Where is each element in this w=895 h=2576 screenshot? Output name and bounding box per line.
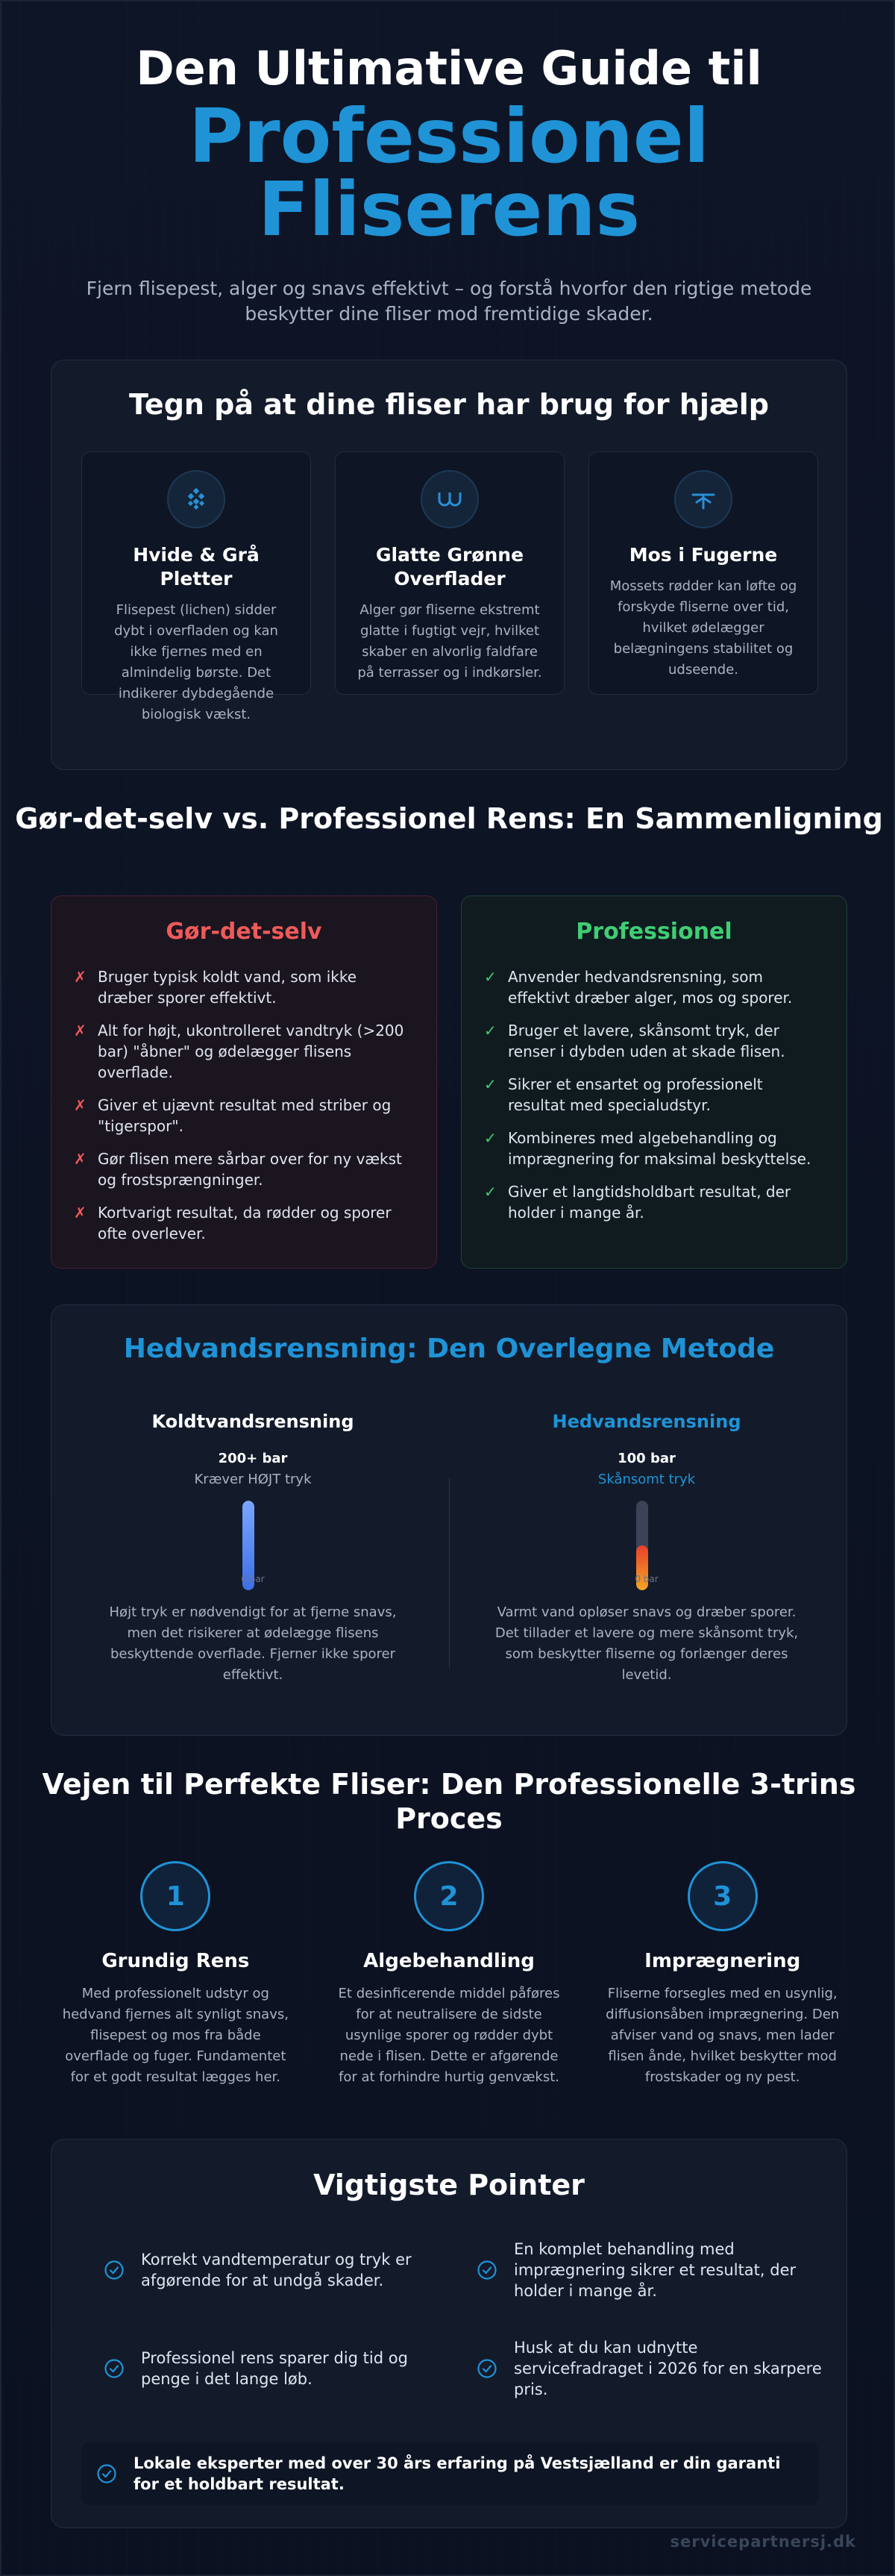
check-icon: ✓ (484, 968, 497, 986)
list-item (484, 1181, 824, 1223)
cross-icon: ✗ (74, 1022, 87, 1040)
comparison-title: Gør-det-selv vs. Professionel Rens: En Sammenligning (15, 802, 883, 835)
sign-card-moss (588, 451, 818, 695)
check-circle-icon (477, 2260, 497, 2280)
key-point-final-text: Lokale eksperter med over 30 års erfaring på Vestsjælland er din garanti for et holdbart resultat. (134, 2454, 781, 2493)
step-title: Algebehandling (363, 1950, 535, 1972)
key-points-title: Vigtigste Pointer (313, 2169, 585, 2201)
list-item-text: Alt for højt, ukontrolleret vandtryk (>200 bar) "åbner" og ødelægger flisens overflade. (98, 1022, 404, 1081)
cross-icon: ✗ (74, 1096, 87, 1114)
comparison-diy-heading: Gør-det-selv (166, 919, 322, 945)
sign-card-algae (335, 451, 565, 695)
list-item-text: Kombineres med algebehandling og imprægnering for maksimal beskyttelse. (508, 1129, 811, 1168)
list-item-text: Anvender hedvandsrensning, som effektivt dræber alger, mos og sporer. (508, 968, 793, 1007)
sign-card-title: Mos i Fugerne (629, 544, 778, 566)
key-point-text: Professionel rens sparer dig tid og penge i det lange løb. (141, 2349, 408, 2388)
list-item (484, 1074, 824, 1116)
hot-water-name: Hedvandsrensning (552, 1411, 741, 1432)
cross-icon: ✗ (74, 968, 87, 986)
check-circle-icon (104, 2358, 125, 2379)
lichen-icon (167, 470, 225, 528)
signs-title: Tegn på at dine fliser har brug for hjælp (129, 388, 769, 421)
hot-water-pressure-desc: Skånsomt tryk (597, 1472, 696, 1487)
check-circle-icon (477, 2358, 497, 2379)
list-item (484, 966, 824, 1008)
list-item (74, 966, 414, 1008)
step-text: Med professionelt udstyr og hedvand fjernes alt synligt snavs, flisepest og mos fra både overflade og fuger. Fundamentet for et godt resultat lægges her. (62, 1986, 289, 2085)
check-icon: ✓ (484, 1183, 497, 1201)
step-text: Et desinficerende middel påføres for at neutralisere de sidste usynlige sporer og rødder dybt nede i flisen. Dette er afgørende for at forhindre hurtig genvækst. (338, 1986, 560, 2085)
check-circle-icon (104, 2260, 125, 2280)
algae-icon (421, 470, 479, 528)
list-item-text: Giver et ujævnt resultat med striber og "tigerspor". (98, 1096, 392, 1135)
hero-subtitle: Fjern flisepest, alger og snavs effektivt – og forstå hvorfor den rigtige metode beskytter dine fliser mod fremtidige skader. (86, 278, 812, 325)
key-point (477, 2236, 827, 2304)
cold-water-pressure: 200+ bar (218, 1451, 288, 1466)
check-icon: ✓ (484, 1129, 497, 1147)
signs-panel (51, 360, 847, 770)
key-point (104, 2335, 454, 2402)
comparison-diy-list (74, 966, 414, 1244)
key-point (477, 2335, 827, 2402)
comparison-pro-list (484, 966, 824, 1223)
moss-icon (674, 470, 732, 528)
cross-icon: ✗ (74, 1204, 87, 1222)
key-point-text: Korrekt vandtemperatur og tryk er afgørende for at undgå skader. (141, 2251, 412, 2289)
list-item-text: Bruger typisk koldt vand, som ikke dræber sporer effektivt. (98, 968, 357, 1007)
footer-domain-link[interactable]: servicepartnersj.dk (670, 2533, 856, 2551)
list-item-text: Gør flisen mere sårbar over for ny vækst og frostsprængninger. (98, 1150, 402, 1189)
hot-water-pressure: 100 bar (618, 1451, 676, 1466)
list-item-text: Sikrer et ensartet og professionelt resultat med specialudstyr. (508, 1075, 763, 1114)
sign-card-lichen (81, 451, 311, 722)
list-item-text: Kortvarigt resultat, da rødder og sporer ofte overlever. (98, 1204, 392, 1242)
sign-cards (81, 451, 818, 722)
hot-water-column (475, 1410, 818, 1686)
process-title: Vejen til Perfekte Fliser: Den Professionelle 3-trins Proces (42, 1768, 856, 1835)
hero-title-line1: Professionel (189, 93, 709, 180)
sign-card-text: Mossets rødder kan løfte og forskyde fliserne over tid, hvilket ødelægger belægningens stabilitet og udseende. (609, 578, 797, 678)
list-item (74, 1095, 414, 1137)
cold-water-pressure-desc: Kræver HØJT tryk (194, 1472, 312, 1487)
hot-water-title: Hedvandsrensning: Den Overlegne Metode (123, 1334, 775, 1364)
cold-water-name: Koldtvandsrensning (151, 1411, 354, 1432)
comparison-pro-heading: Professionel (576, 919, 732, 945)
sign-card-text: Alger gør fliserne ekstremt glatte i fugtigt vejr, hvilket skaber en alvorlig faldfare på terrasser og i indkørsler. (357, 602, 542, 681)
process-steps (51, 1861, 847, 2088)
comparison-pro-box (461, 895, 847, 1269)
hot-water-text: Varmt vand opløser snavs og dræber sporer. Det tillader et lavere og mere skånsomt tryk, som beskytter fliserne og forlænger deres levetid. (494, 1604, 799, 1683)
step-title: Grundig Rens (101, 1950, 250, 1972)
check-circle-icon (96, 2463, 117, 2484)
step-number: 3 (688, 1861, 758, 1931)
cold-water-column (81, 1410, 424, 1686)
gauge-label: 0 bar (635, 1574, 659, 1584)
step-number: 1 (140, 1861, 210, 1931)
gauge-label: 0 bar (241, 1574, 265, 1584)
sign-card-title: Glatte Grønne Overflader (375, 544, 524, 590)
list-item (484, 1020, 824, 1062)
sign-card-text: Flisepest (lichen) sidder dybt i overfladen og kan ikke fjernes med en almindelig børste. Det indikerer dybdegående biologisk vækst. (114, 602, 278, 722)
key-points-panel (51, 2139, 847, 2528)
list-item (74, 1148, 414, 1190)
check-icon: ✓ (484, 1075, 497, 1093)
process-step (324, 1861, 574, 2088)
step-number: 2 (414, 1861, 484, 1931)
cold-pressure-gauge (81, 1489, 424, 1590)
key-point-text: Husk at du kan udnytte servicefradraget i 2026 for en skarpere pris. (514, 2339, 822, 2398)
key-point (104, 2236, 454, 2304)
cross-icon: ✗ (74, 1150, 87, 1168)
cold-water-text: Højt tryk er nødvendigt for at fjerne snavs, men det risikerer at ødelægge flisens beskyttende overflade. Fjerner ikke sporer effektivt. (109, 1604, 397, 1683)
hot-pressure-gauge (475, 1489, 818, 1590)
step-title: Imprægnering (644, 1950, 801, 1972)
sign-card-title: Hvide & Grå Pletter (133, 544, 260, 590)
key-point-final (81, 2442, 818, 2505)
comparison-diy-box (51, 895, 437, 1269)
hero-pre-title: Den Ultimative Guide til (136, 41, 762, 96)
list-item (74, 1020, 414, 1083)
list-item (484, 1128, 824, 1169)
list-item-text: Bruger et lavere, skånsomt tryk, der renser i dybden uden at skade flisen. (508, 1022, 785, 1060)
divider (449, 1478, 450, 1668)
hero-title-line2: Fliserens (257, 166, 641, 253)
hero (1, 37, 895, 327)
process-step (597, 1861, 847, 2088)
process-step (51, 1861, 301, 2088)
list-item-text: Giver et langtidsholdbart resultat, der holder i mange år. (508, 1183, 791, 1222)
key-point-text: En komplet behandling med imprægnering sikrer et resultat, der holder i mange år. (514, 2240, 797, 2300)
hot-water-panel (51, 1304, 847, 1736)
list-item (74, 1202, 414, 1244)
check-icon: ✓ (484, 1022, 497, 1040)
step-text: Fliserne forsegles med en usynlig, diffusionsåben imprægnering. Den afviser vand og snavs, men lader flisen ånde, hvilket beskytter mod frostskader og ny pest. (606, 1986, 840, 2085)
